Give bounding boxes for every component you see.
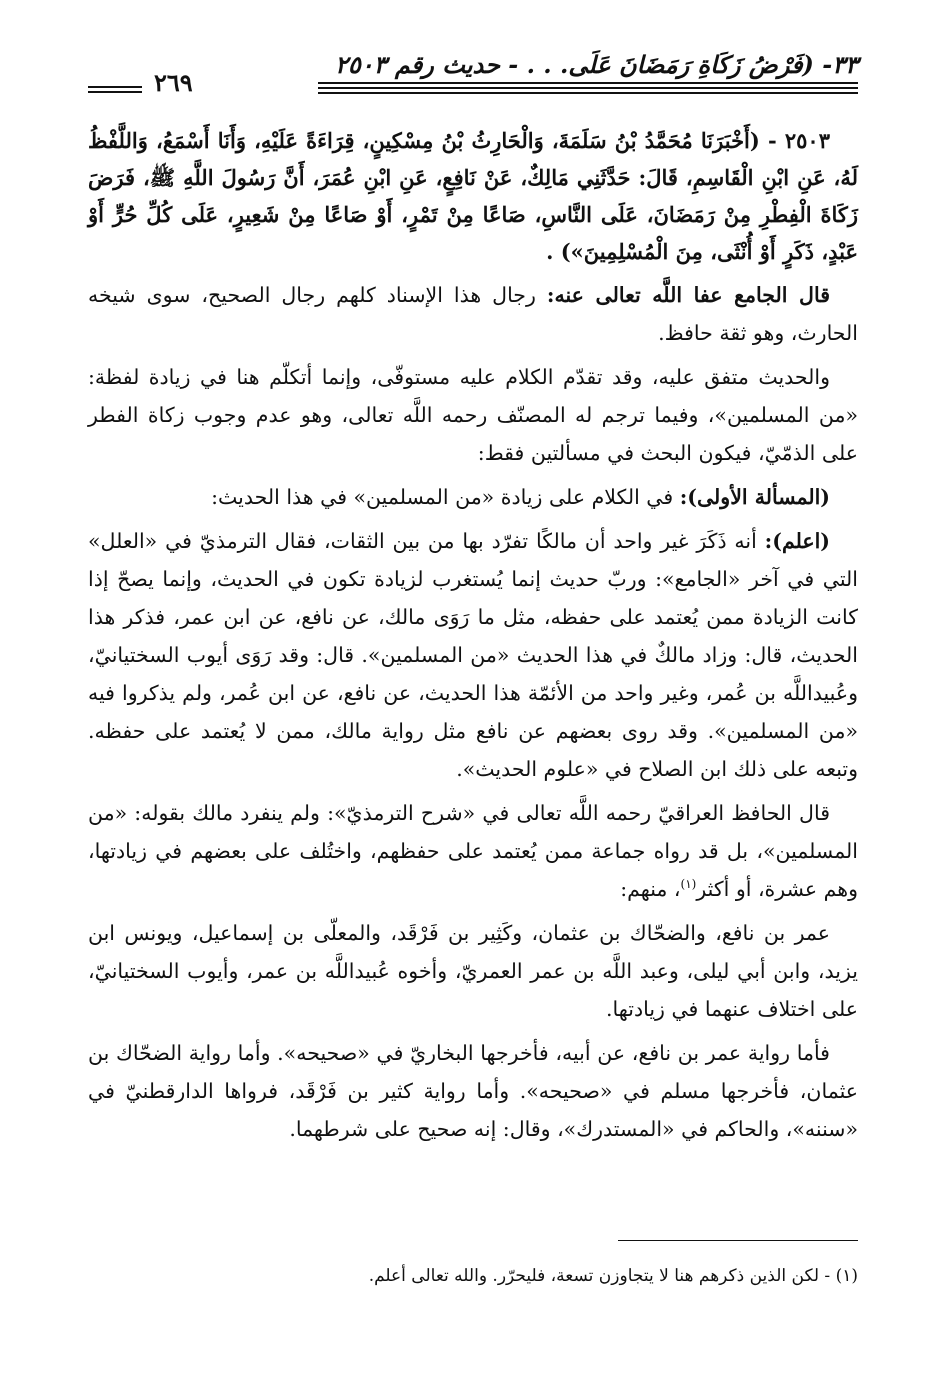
- paragraph-text: في الكلام على زيادة «من المسلمين» في هذا الحديث:: [211, 485, 680, 509]
- header-rule: [88, 91, 142, 93]
- paragraph-text: ، منهم:: [620, 877, 681, 901]
- paragraph-lead: قال الجامع عفا اللَّه تعالى عنه:: [546, 283, 830, 307]
- footnote-reference[interactable]: (١): [680, 877, 697, 892]
- section-heading: (المسألة الأولى):: [679, 485, 830, 509]
- paragraph: فأما رواية عمر بن نافع، عن أبيه، فأخرجها البخاريّ في «صحيحه». وأما رواية الضحّاك بن عثمان، فأخرجها مسلم في «صحيحه». وأما رواية كثير بن فَرْقَد، فرواها الدارقطنيّ في «سننه»، والحاكم في «المستدرك»، وقال: إنه صحيح على شرطهما.: [88, 1041, 858, 1141]
- paragraph-text: أنه ذَكَرَ غير واحد أن مالكًا تفرّد بها من بين الثقات، فقال الترمذيّ في «العلل» التي في آخر «الجامع»: وربّ حديث إنما يُستغرب لزيادة تكون في الحديث، وإنما يصحّ إذا كانت الزيادة ممن يُعتمد على حفظه، مثل ما رَوَى مالك، عن نافع، عن ابن عمر، فذكر هذا الحديث، قال: وزاد مالكٌ في هذا الحديث «من المسلمين». قال: وقد رَوَى أيوب السختيانيّ، وعُبيداللَّه بن عُمر، وغير واحد من الأئمّة هذا الحديث، عن نافع، عن ابن عُمر، ولم يذكروا فيه «من المسلمين». وقد روى بعضهم عن نافع مثل رواية مالك، ممن لا يُعتمد على حفظه. وتبعه على ذلك ابن الصلاح في «علوم الحديث».: [88, 529, 858, 781]
- document-page: [88, 50, 858, 1350]
- paragraph: [88, 478, 858, 516]
- header-rule: [318, 92, 858, 94]
- main-text: [88, 122, 858, 1148]
- header-rule: [318, 82, 858, 84]
- footnote: (١) - لكن الذين ذكرهم هنا لا يتجاوزن تسعة، فليحرّر. والله تعالى أعلم.: [368, 1266, 858, 1286]
- footnote-area: [88, 1240, 858, 1289]
- paragraph: عمر بن نافع، والضحّاك بن عثمان، وكَثِير بن فَرْقَد، والمعلّى بن إسماعيل، ويونس ابن يزيد، وابن أبي ليلى، وعبد اللَّه بن عمر العمريّ، وأخوه عُبيداللَّه بن عمر، وأيوب السختيانيّ، على اختلاف عنهما في زيادتها.: [88, 921, 858, 1021]
- header-rule: [318, 87, 858, 89]
- header-rule: [88, 86, 142, 88]
- hadith-text: ٢٥٠٣ - (أَخْبَرَنَا مُحَمَّدُ بْنُ سَلَمَةَ، وَالْحَارِثُ بْنُ مِسْكِينٍ، قِرَاءَةً عَلَيْهِ، وَأَنَا أَسْمَعُ، وَاللَّفْظُ لَهُ، عَنِ ابْنِ الْقَاسِمِ، قَالَ: حَدَّثَنِي مَالِكٌ، عَنْ نَافِعٍ، عَنِ ابْنِ عُمَرَ، أَنَّ رَسُولَ اللَّهِ ﷺ، فَرَضَ زَكَاةَ الْفِطْرِ مِنْ رَمَضَانَ، عَلَى النَّاسِ، صَاعًا مِنْ تَمْرٍ، أَوْ صَاعًا مِنْ شَعِيرٍ، عَلَى كُلِّ حُرٍّ أَوْ عَبْدٍ، ذَكَرٍ أَوْ أُنْثَى، مِنَ الْمُسْلِمِينَ») .: [88, 128, 858, 264]
- footnote-rule: [618, 1240, 858, 1241]
- paragraph-text: رجال هذا الإسناد كلهم رجال الصحيح، سوى شيخه الحارث، وهو ثقة حافظ.: [88, 283, 858, 345]
- paragraph: والحديث متفق عليه، وقد تقدّم الكلام عليه مستوفّى، وإنما أتكلّم هنا في زيادة لفظة: «من المسلمين»، وفيما ترجم له المصنّف رحمه اللَّه تعالى، وهو عدم وجوب زكاة الفطر على الذمّيّ، فيكون البحث في مسألتين فقط:: [88, 365, 858, 465]
- page-number: ٢٦٩: [148, 68, 199, 97]
- paragraph: [88, 794, 858, 908]
- running-header: [88, 50, 858, 100]
- paragraph: [88, 276, 858, 352]
- paragraph-lead: (اعلم):: [764, 529, 830, 553]
- paragraph-text: قال الحافظ العراقيّ رحمه اللَّه تعالى في «شرح الترمذيّ»: ولم ينفرد مالك بقوله: «من المسلمين»، بل قد رواه جماعة ممن يُعتمد على حفظهم، واختُلف على بعضهم في زيادتها، وهم عشرة، أو أكثر: [88, 801, 858, 901]
- chapter-title: ٣٣- (فَرْضُ زَكَاةِ رَمَضَانَ عَلَى. . . - حديث رقم ٢٥٠٣: [334, 50, 858, 79]
- paragraph: [88, 522, 858, 788]
